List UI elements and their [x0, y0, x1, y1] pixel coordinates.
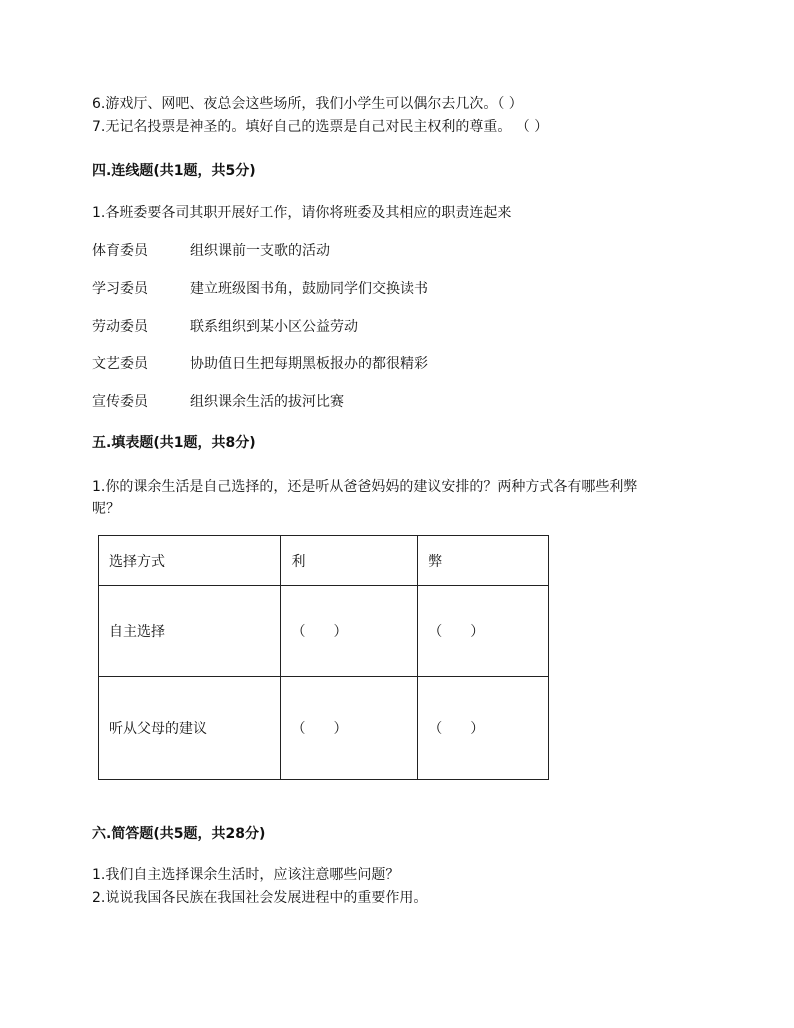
committee-duty: 协助值日生把每期黑板报办的都很精彩 — [190, 356, 428, 372]
committee-duty: 联系组织到某小区公益劳动 — [190, 319, 358, 335]
committee-role: 宣传委员 — [92, 394, 148, 410]
committee-duty: 组织课前一支歌的活动 — [190, 243, 330, 259]
section-6-question-1: 1.我们自主选择课余生活时，应该注意哪些问题？ — [92, 867, 400, 883]
con-blank[interactable]: （ ） — [418, 586, 549, 677]
choice-table — [98, 535, 549, 780]
table-header-row — [99, 536, 549, 586]
section-5-question-line-1: 1.你的课余生活是自己选择的，还是听从爸爸妈妈的建议安排的？两种方式各有哪些利弊 — [92, 479, 638, 495]
section-4-question: 1.各班委要各司其职开展好工作，请你将班委及其相应的职责连起来 — [92, 205, 512, 221]
section-5-question-line-2: 呢？ — [92, 501, 120, 517]
pro-blank[interactable]: （ ） — [281, 677, 418, 780]
header-pro: 利 — [281, 536, 418, 586]
header-con: 弊 — [418, 536, 549, 586]
table-row — [99, 677, 549, 780]
pro-blank[interactable]: （ ） — [281, 586, 418, 677]
committee-role: 劳动委员 — [92, 319, 148, 335]
section-4-heading: 四.连线题(共1题，共5分) — [92, 163, 256, 179]
row-label: 自主选择 — [99, 586, 281, 677]
con-blank[interactable]: （ ） — [418, 677, 549, 780]
committee-role: 文艺委员 — [92, 356, 148, 372]
table-row — [99, 586, 549, 677]
committee-role: 学习委员 — [92, 281, 148, 297]
committee-duty: 组织课余生活的拔河比赛 — [190, 394, 344, 410]
row-label: 听从父母的建议 — [99, 677, 281, 780]
section-5-heading: 五.填表题(共1题，共8分) — [92, 435, 256, 451]
question-6: 6.游戏厅、网吧、夜总会这些场所，我们小学生可以偶尔去几次。（ ） — [92, 96, 523, 112]
committee-role: 体育委员 — [92, 243, 148, 259]
header-method: 选择方式 — [99, 536, 281, 586]
committee-duty: 建立班级图书角，鼓励同学们交换读书 — [190, 281, 428, 297]
question-7: 7.无记名投票是神圣的。填好自己的选票是自己对民主权利的尊重。 （ ） — [92, 119, 549, 135]
section-6-question-2: 2.说说我国各民族在我国社会发展进程中的重要作用。 — [92, 890, 428, 906]
section-6-heading: 六.简答题(共5题，共28分) — [92, 826, 266, 842]
